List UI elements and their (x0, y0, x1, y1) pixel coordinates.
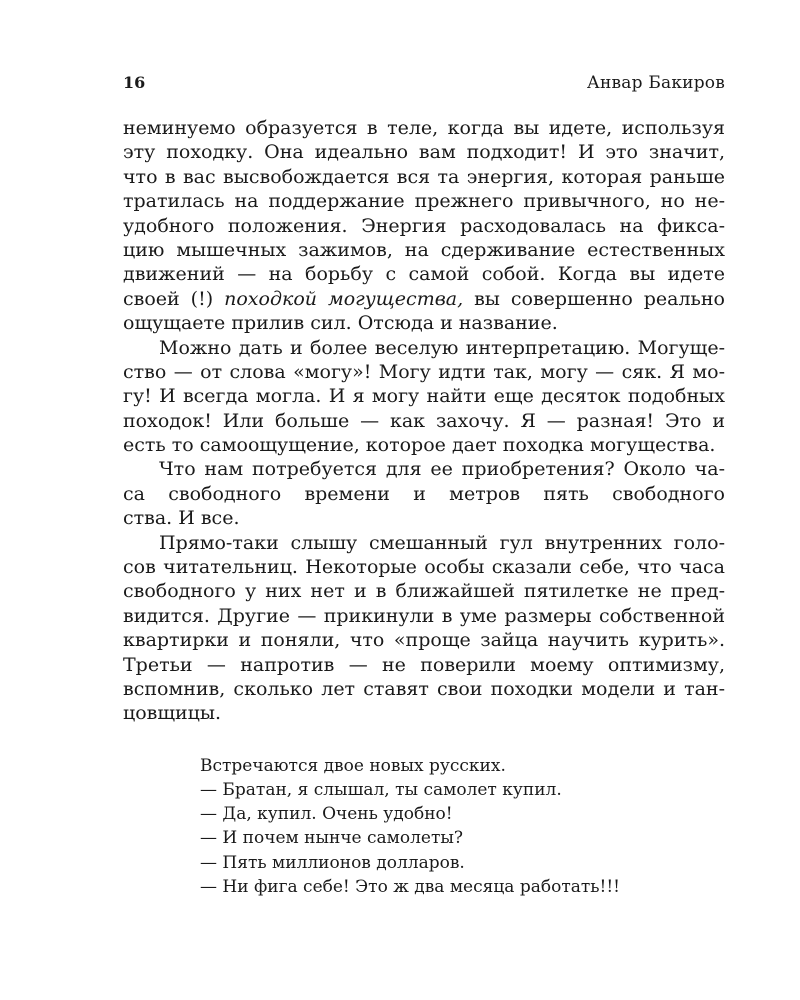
text-line: есть то самоощущение, которое дает походка могущества. (123, 434, 716, 457)
joke-line: — Да, купил. Очень удобно! (200, 804, 453, 825)
text-segment: вы совершенно реально (463, 287, 725, 310)
italic-term: походкой могущества, (224, 287, 464, 310)
page-number: 16 (123, 73, 146, 92)
joke-line: Встречаются двое новых русских. (200, 755, 506, 776)
joke-block (200, 754, 725, 899)
paragraph-first-line: Прямо-таки слышу смешанный гул внутренних голо- (159, 531, 725, 554)
joke-line: — Братан, я слышал, ты самолет купил. (200, 779, 562, 800)
text-segment: своей (!) (123, 287, 225, 310)
text-line: Третьи — напротив — не поверили моему оптимизму, (123, 653, 725, 676)
text-line-with-italic (123, 287, 725, 311)
text-line: цию мышечных зажимов, на сдерживание естественных (123, 238, 725, 261)
text-line: ства. И все. (123, 507, 240, 530)
text-line: видится. Другие — прикинули в уме размеры собственной (123, 604, 725, 627)
text-line: са свободного времени и метров пять свободного (123, 482, 725, 505)
paragraph-first-line: Что нам потребуется для ее приобретения? Около ча- (159, 458, 725, 481)
joke-line: — Ни фига себе! Это ж два месяца работать!!! (200, 876, 621, 897)
text-line: цовщицы. (123, 702, 222, 725)
book-page (123, 70, 725, 899)
text-line: что в вас высвобождается вся та энергия, которая раньше (123, 165, 725, 188)
body-text (123, 116, 725, 726)
text-line: удобного положения. Энергия расходовалась на фикса- (123, 214, 725, 237)
paragraph-first-line: Можно дать и более веселую интерпретацию. Могуще- (159, 336, 725, 359)
text-line: сов читательниц. Некоторые особы сказали себе, что часа (123, 556, 725, 579)
text-line: ство — от слова «могу»! Могу идти так, могу — сяк. Я мо- (123, 360, 725, 383)
joke-line: — И почем нынче самолеты? (200, 828, 464, 849)
text-line: вспомнив, сколько лет ставят свои походки модели и тан- (123, 677, 725, 700)
joke-line: — Пять миллионов долларов. (200, 852, 465, 873)
text-line: эту походку. Она идеально вам подходит! И это значит, (123, 141, 725, 164)
running-head (123, 70, 725, 96)
text-line: движений — на борьбу с самой собой. Когда вы идете (123, 263, 725, 286)
text-line: ощущаете прилив сил. Отсюда и название. (123, 312, 558, 335)
text-line: неминуемо образуется в теле, когда вы идете, используя (123, 117, 725, 139)
text-line: гу! И всегда могла. И я могу найти еще десяток подобных (123, 385, 725, 408)
text-line: свободного у них нет и в ближайшей пятилетке не пред- (123, 580, 725, 603)
text-line: походок! Или больше — как захочу. Я — разная! Это и (123, 409, 725, 432)
running-title: Анвар Бакиров (586, 73, 725, 93)
text-line: квартирки и поняли, что «проще зайца научить курить». (123, 629, 725, 652)
text-line: тратилась на поддержание прежнего привычного, но не- (123, 190, 725, 213)
